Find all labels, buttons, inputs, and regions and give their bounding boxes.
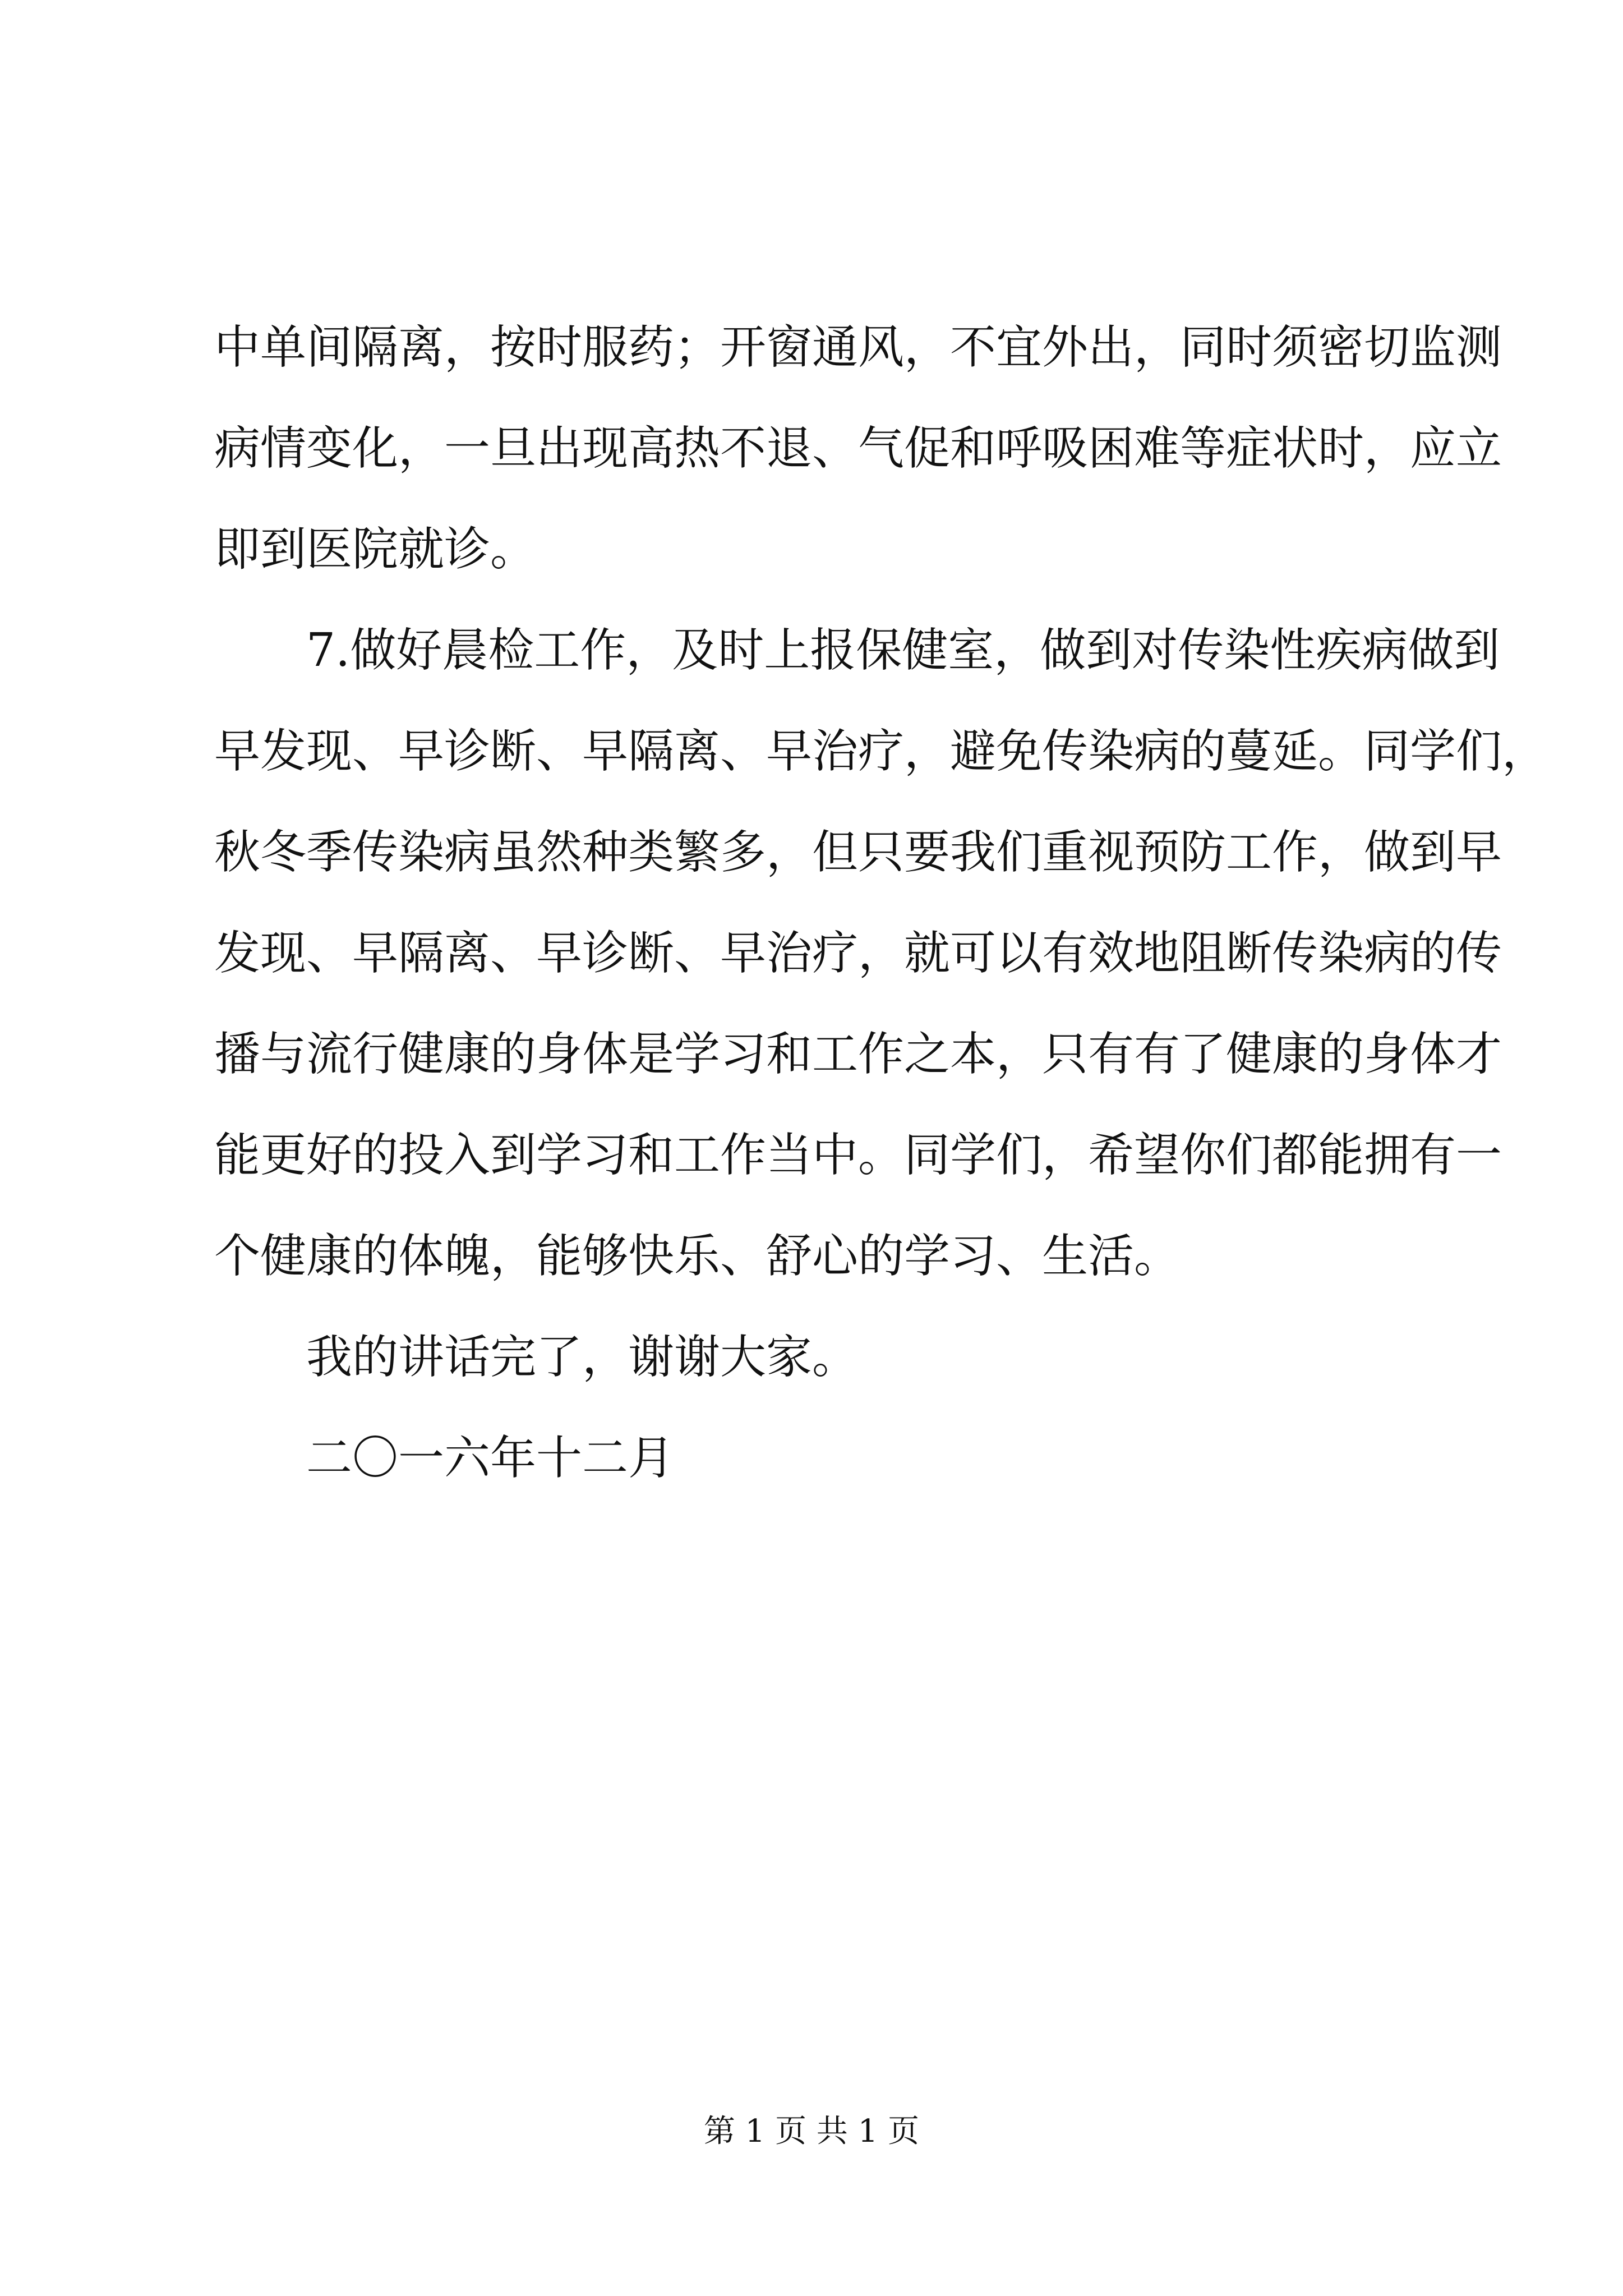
paragraph-line: 病情变化，一旦出现高热不退、气促和呼吸困难等症状时，应立 <box>214 422 1502 475</box>
closing-remark: 我的讲话完了，谢谢大家。 <box>306 1331 859 1384</box>
paragraph-line: 发现、早隔离、早诊断、早治疗，就可以有效地阻断传染病的传 <box>214 927 1502 980</box>
paragraph-line: 即到医院就诊。 <box>214 523 537 576</box>
paragraph-line: 早发现、早诊断、早隔离、早治疗，避免传染病的蔓延。同学们， <box>214 725 1548 778</box>
paragraph-line: 7.做好晨检工作，及时上报保健室，做到对传染性疾病做到 <box>306 624 1500 677</box>
paragraph-line: 个健康的体魄，能够快乐、舒心的学习、生活。 <box>214 1230 1181 1283</box>
page-footer: 第 1 页 共 1 页 <box>703 2113 920 2150</box>
document-date: 二〇一六年十二月 <box>306 1432 675 1485</box>
paragraph-line: 秋冬季传染病虽然种类繁多，但只要我们重视预防工作，做到早 <box>214 826 1502 879</box>
paragraph-line: 中单间隔离，按时服药；开窗通风，不宜外出，同时须密切监测 <box>214 321 1502 374</box>
document-body <box>214 297 1548 1509</box>
paragraph-line: 播与流行健康的身体是学习和工作之本，只有有了健康的身体才 <box>214 1028 1502 1081</box>
paragraph-line: 能更好的投入到学习和工作当中。同学们，希望你们都能拥有一 <box>214 1129 1502 1182</box>
